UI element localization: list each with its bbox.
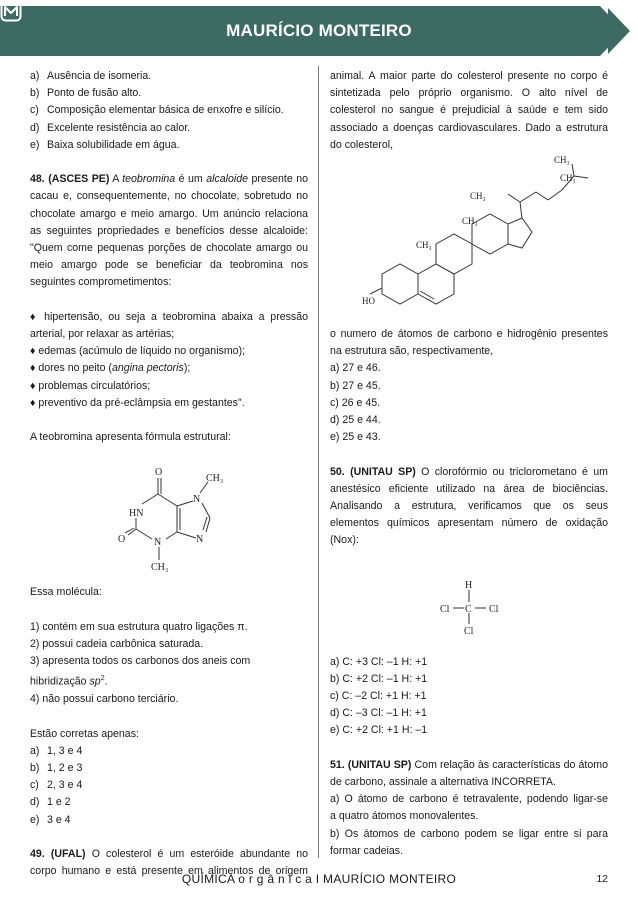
q48-line-1: 48. (ASCES PE) A teobromina é um alcaloide presente no — [30, 173, 308, 186]
q51-option-b-cont: formar cadeias. — [330, 844, 404, 857]
theobromine-o-top: O — [155, 467, 163, 479]
question-51 — [330, 757, 608, 860]
theobromine-o-left: O — [118, 534, 126, 546]
q50-option-d: d) C: –3 Cl: –1 H: +1 — [330, 707, 427, 720]
statement-4: 4) não possui carbono terciário. — [30, 693, 179, 706]
statement-2: 2) possui cadeia carbônica saturada. — [30, 638, 204, 651]
theobromine-structure — [30, 446, 308, 584]
q49-line-1: 49. (UFAL) O colesterol é um esteróide abundante no — [30, 847, 308, 860]
q48-line-5: "Quem come pequenas porções de chocolate amargo ou — [30, 242, 308, 255]
q49-line-4: sintetizada pelo próprio organismo. O alto nível de — [330, 87, 608, 100]
theobromine-svg — [30, 446, 308, 584]
theobromine-ch3-top: CH₃ — [206, 473, 224, 485]
q51-option-b: b) Os átomos de carbono podem se ligar entre si para — [330, 827, 608, 840]
chloroform-c: C — [465, 603, 472, 615]
q51-option-a-cont: a quatro átomos monovalentes. — [330, 810, 479, 823]
q50-line-5: (Nox): — [330, 534, 359, 547]
brand-name: MAURÍCIO MONTEIRO — [226, 21, 412, 40]
page-footer — [0, 872, 638, 888]
cholesterol-ch3-4: CH₃ — [462, 216, 478, 227]
chloroform-cl-right: Cl — [489, 603, 499, 615]
statement-1: 1) contém em sua estrutura quatro ligações π. — [30, 620, 248, 633]
q49-line-2: corpo humano e está presente em alimentos de origem — [30, 865, 308, 878]
chloroform-structure — [330, 550, 608, 654]
q51-option-a: a) O átomo de carbono é tetravalente, podendo ligar-se — [330, 793, 608, 806]
q48-bullet-1-cont: arterial, por relaxar as artérias; — [30, 328, 175, 341]
q50-line-1: 50. (UNITAU SP) O clorofórmio ou triclorometano é um — [330, 465, 608, 478]
q48-option-b: b) 1, 2 e 3 — [30, 761, 83, 774]
chloroform-h: H — [465, 579, 473, 591]
theobromine-ch3-bottom: CH₃ — [151, 562, 169, 574]
q48-line-3: chocolate amargo e meio amargo. Um anúncio relaciona — [30, 207, 308, 220]
q51-line-1: 51. (UNITAU SP) Com relação às características do átomo — [330, 758, 608, 771]
left-column — [30, 68, 308, 880]
cholesterol-structure — [330, 154, 608, 326]
cholesterol-ch3-1: CH₃ — [554, 155, 570, 166]
q49-option-b: b) 27 e 45. — [330, 379, 381, 392]
q48-bullet-4: ♦ problemas circulatórios; — [30, 379, 151, 392]
option-c: c) Composição elementar básica de enxofre e silício. — [30, 104, 284, 117]
q50-line-2: anestésico eficiente utilizado na área de biociências. — [330, 482, 608, 495]
chloroform-cl-bottom: Cl — [464, 625, 474, 637]
q49-option-c: c) 26 e 45. — [330, 396, 381, 409]
footer-text: QUÍMICA o r g â n i c a I MAURÍCIO MONTEIRO — [181, 872, 457, 886]
previous-question-options — [30, 68, 308, 154]
q49-option-a: a) 27 e 46. — [330, 362, 381, 375]
theobromine-n-right-top: N — [193, 494, 201, 506]
statement-3: 3) apresenta todos os carbonos dos aneis com — [30, 655, 251, 668]
q48-bullet-2: ♦ edemas (acúmulo de líquido no organismo); — [30, 345, 246, 358]
q48-correct-q: Estão corretas apenas: — [30, 727, 139, 740]
cholesterol-ch3-3: CH₃ — [470, 191, 486, 202]
q48-option-e: e) 3 e 4 — [30, 813, 71, 826]
q50-option-b: b) C: +2 Cl: –1 H: +1 — [330, 672, 428, 685]
theobromine-n-bottom: N — [154, 537, 162, 549]
cholesterol-ch3-5: CH₃ — [416, 240, 432, 251]
q48-line-4: as seguintes propriedades e benefícios desse alcaloide: — [30, 224, 308, 237]
q49-option-e: e) 25 e 43. — [330, 431, 381, 444]
q48-option-c: c) 2, 3 e 4 — [30, 779, 83, 792]
q48-formula-intro: A teobromina apresenta fórmula estrutural: — [30, 431, 231, 444]
theobromine-hn: HN — [129, 508, 144, 520]
option-d: d) Excelente resistência ao calor. — [30, 121, 191, 134]
q48-option-d: d) 1 e 2 — [30, 796, 71, 809]
chloroform-svg — [330, 550, 608, 654]
q50-line-3: Analisando a estrutura, verificamos que os seus — [330, 500, 608, 513]
q48-line-6: meio amargo pode se beneficiar da teobromina nos — [30, 259, 308, 272]
option-b: b) Ponto de fusão alto. — [30, 87, 142, 100]
cholesterol-ho: HO — [362, 296, 375, 307]
page-header — [0, 0, 638, 62]
brand-logo-icon — [0, 0, 22, 22]
cholesterol-ch3-2: CH₃ — [560, 173, 576, 184]
q50-option-e: e) C: +2 Cl: +1 H: –1 — [330, 724, 428, 737]
q48-bullet-3: ♦ dores no peito (angina pectoris); — [30, 362, 191, 375]
q49-line-3: animal. A maior parte do colesterol presente no corpo é — [330, 70, 608, 82]
q49-line-6: associado a doenças cardiovasculares. Dado a estrutura — [330, 121, 608, 134]
page-number: 12 — [596, 873, 608, 885]
q48-bullet-5: ♦ preventivo da pré-eclâmpsia em gestantes". — [30, 396, 245, 409]
q49-line-7: do colesterol, — [330, 138, 394, 151]
question-49-cont — [330, 68, 608, 446]
q50-option-a: a) C: +3 Cl: –1 H: +1 — [330, 655, 428, 668]
right-column — [330, 68, 608, 860]
q49-option-d: d) 25 e 44. — [330, 414, 381, 427]
q48-line-2: cacau e, consequentemente, no chocolate, sobretudo no — [30, 190, 308, 203]
chloroform-cl-left: Cl — [440, 603, 450, 615]
q49-question-2: na estrutura são, respectivamente, — [330, 345, 494, 358]
option-e: e) Baixa solubilidade em água. — [30, 138, 180, 151]
theobromine-n-right-bottom: N — [196, 534, 204, 546]
column-divider — [318, 66, 319, 858]
option-a: a) Ausência de isomeria. — [30, 70, 152, 82]
q51-line-2: de carbono, assinale a alternativa INCORRETA. — [330, 776, 556, 789]
question-50 — [330, 464, 608, 740]
q49-line-5: colesterol no sangue é prejudicial à saúde e tem sido — [330, 104, 608, 117]
statement-3-cont: hibridização $sp^2$. — [30, 675, 108, 688]
brand — [0, 0, 638, 62]
q49-question-1: o numero de átomos de carbono e hidrogênio presentes — [330, 328, 608, 341]
question-48 — [30, 171, 308, 829]
cholesterol-svg — [330, 154, 608, 326]
q48-option-a: a) 1, 3 e 4 — [30, 744, 83, 757]
q48-bullet-1: ♦ hipertensão, ou seja a teobromina abaixa a pressão — [30, 310, 308, 323]
q48-line-7: seguintes comprometimentos: — [30, 276, 172, 289]
q48-molecule-q: Essa molécula: — [30, 586, 102, 599]
q50-option-c: c) C: –2 Cl: +1 H: +1 — [330, 690, 427, 703]
q50-line-4: elementos químicos apresentam número de oxidação — [330, 517, 608, 530]
